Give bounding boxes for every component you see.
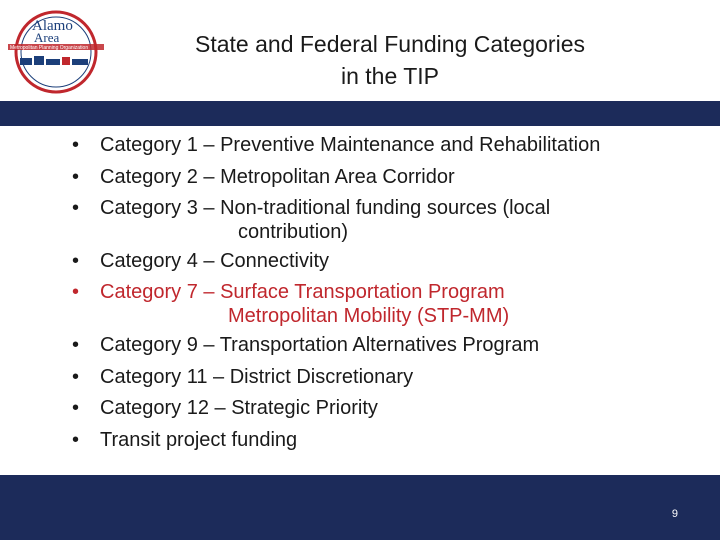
logo-text-line1: Alamo [32, 18, 73, 34]
bullet-text: Category 11 – District Discretionary [100, 365, 414, 388]
bullet-text: Transit project funding [100, 428, 298, 451]
bullet-dot: • [72, 281, 80, 304]
bullet-text: Category 1 – Preventive Maintenance and Rehabilitation [100, 134, 601, 156]
bullet-dot: • [72, 197, 80, 220]
bullet-dot: • [72, 428, 80, 451]
bullet-dot: • [72, 249, 80, 272]
bullet-item [70, 331, 710, 360]
slide-title [140, 28, 640, 92]
logo-text-line2: Area [34, 30, 60, 45]
bullet-dot: • [72, 333, 80, 356]
bullet-continuation: Metropolitan Mobility (STP-MM) [228, 305, 510, 328]
funding-category-list [70, 131, 710, 457]
logo-tagline: Metropolitan Planning Organization [10, 45, 89, 51]
bullet-item [70, 194, 710, 244]
bullet-text: Category 3 – Non-traditional funding sources (local [100, 197, 551, 220]
page-number: 9 [671, 508, 678, 520]
alamo-area-mpo-logo [2, 8, 110, 98]
bullet-text: Category 4 – Connectivity [100, 249, 330, 272]
bullet-continuation: contribution) [238, 221, 349, 244]
bullet-item [70, 163, 710, 192]
footer-band [0, 475, 720, 540]
slide-title-line2: in the TIP [340, 63, 440, 89]
bullet-dot: • [72, 365, 80, 388]
bullet-item [70, 363, 710, 392]
bullet-text: Category 9 – Transportation Alternatives Program [100, 333, 540, 356]
bullet-dot: • [72, 397, 80, 420]
bullet-item [70, 278, 710, 328]
bullet-text: Category 2 – Metropolitan Area Corridor [100, 165, 455, 188]
bullet-text: Category 7 – Surface Transportation Program [100, 281, 505, 304]
bullet-dot: • [72, 165, 80, 188]
bullet-item [70, 394, 710, 423]
bullet-item [70, 247, 710, 276]
logo-graphic [2, 8, 110, 98]
bullet-dot: • [72, 134, 80, 156]
bullet-item [70, 131, 710, 160]
header-band [0, 101, 720, 126]
bullet-item [70, 426, 710, 455]
bullet-text: Category 12 – Strategic Priority [100, 397, 378, 420]
slide-title-line1: State and Federal Funding Categories [195, 31, 585, 57]
